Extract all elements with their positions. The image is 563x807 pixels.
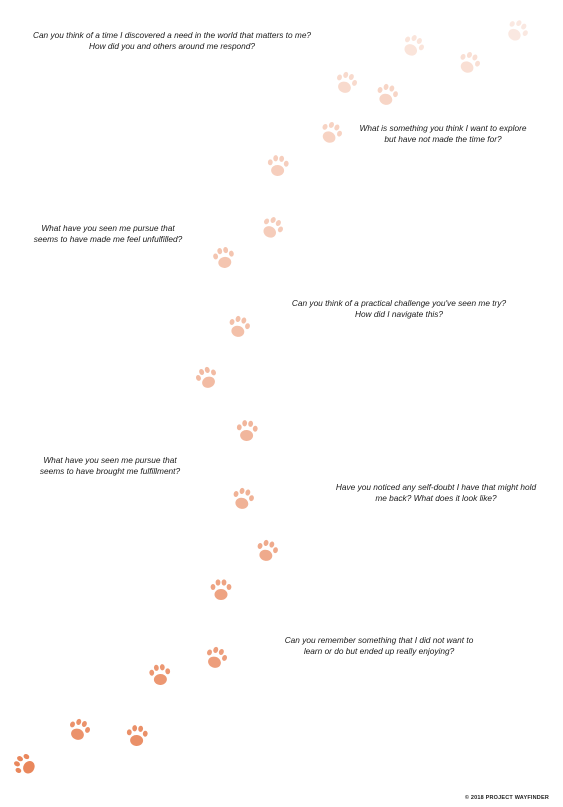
question-7-line-2: learn or do but ended up really enjoying?: [303, 646, 455, 656]
paw-print-icon: [7, 747, 43, 783]
paw-print-icon: [254, 210, 290, 246]
paw-print-icon: [123, 722, 151, 750]
question-7-line-1: Can you remember something that I did not want to: [284, 635, 474, 645]
paw-print-icon: [264, 152, 292, 180]
question-3: [24, 223, 192, 245]
paw-print-icon: [251, 535, 283, 567]
question-6: [318, 482, 554, 504]
paw-print-icon: [499, 13, 535, 49]
question-1-line-1: Can you think of a time I discovered a need in the world that matters to me?: [32, 30, 312, 40]
question-3-line-2: seems to have made me feel unfulfilled?: [33, 234, 183, 244]
paw-print-icon: [223, 311, 255, 343]
paw-print-icon: [208, 577, 234, 603]
paw-print-icon: [190, 361, 223, 394]
question-2-line-1: What is something you think I want to explore: [359, 123, 527, 133]
question-4-line-2: How did I navigate this?: [354, 309, 444, 319]
paw-print-icon: [314, 116, 349, 151]
paw-print-icon: [452, 46, 487, 81]
question-4-line-1: Can you think of a practical challenge you've seen me try?: [291, 298, 507, 308]
paw-print-icon: [146, 661, 174, 689]
paw-print-icon: [62, 713, 95, 746]
question-5-line-1: What have you seen me pursue that: [43, 455, 177, 465]
paw-print-icon: [227, 483, 259, 515]
question-4: [280, 298, 518, 320]
question-1: [22, 30, 322, 52]
question-5-line-2: seems to have brought me fulfillment?: [39, 466, 181, 476]
paw-print-icon: [209, 243, 239, 273]
copyright-footer: © 2018 PROJECT WAYFINDER: [464, 795, 549, 801]
question-6-line-1: Have you noticed any self-doubt I have that might hold: [335, 482, 537, 492]
paw-print-icon: [199, 641, 232, 674]
question-7: [268, 635, 490, 657]
paw-print-icon: [329, 66, 362, 99]
question-5: [26, 455, 194, 477]
paw-print-icon: [233, 417, 261, 445]
question-1-line-2: How did you and others around me respond?: [88, 41, 256, 51]
question-2-line-2: but have not made the time for?: [384, 134, 502, 144]
question-2: [352, 123, 534, 145]
paw-print-icon: [395, 28, 431, 64]
question-6-line-2: me back? What does it look like?: [375, 493, 497, 503]
paw-print-icon: [371, 79, 403, 111]
question-3-line-1: What have you seen me pursue that: [41, 223, 175, 233]
